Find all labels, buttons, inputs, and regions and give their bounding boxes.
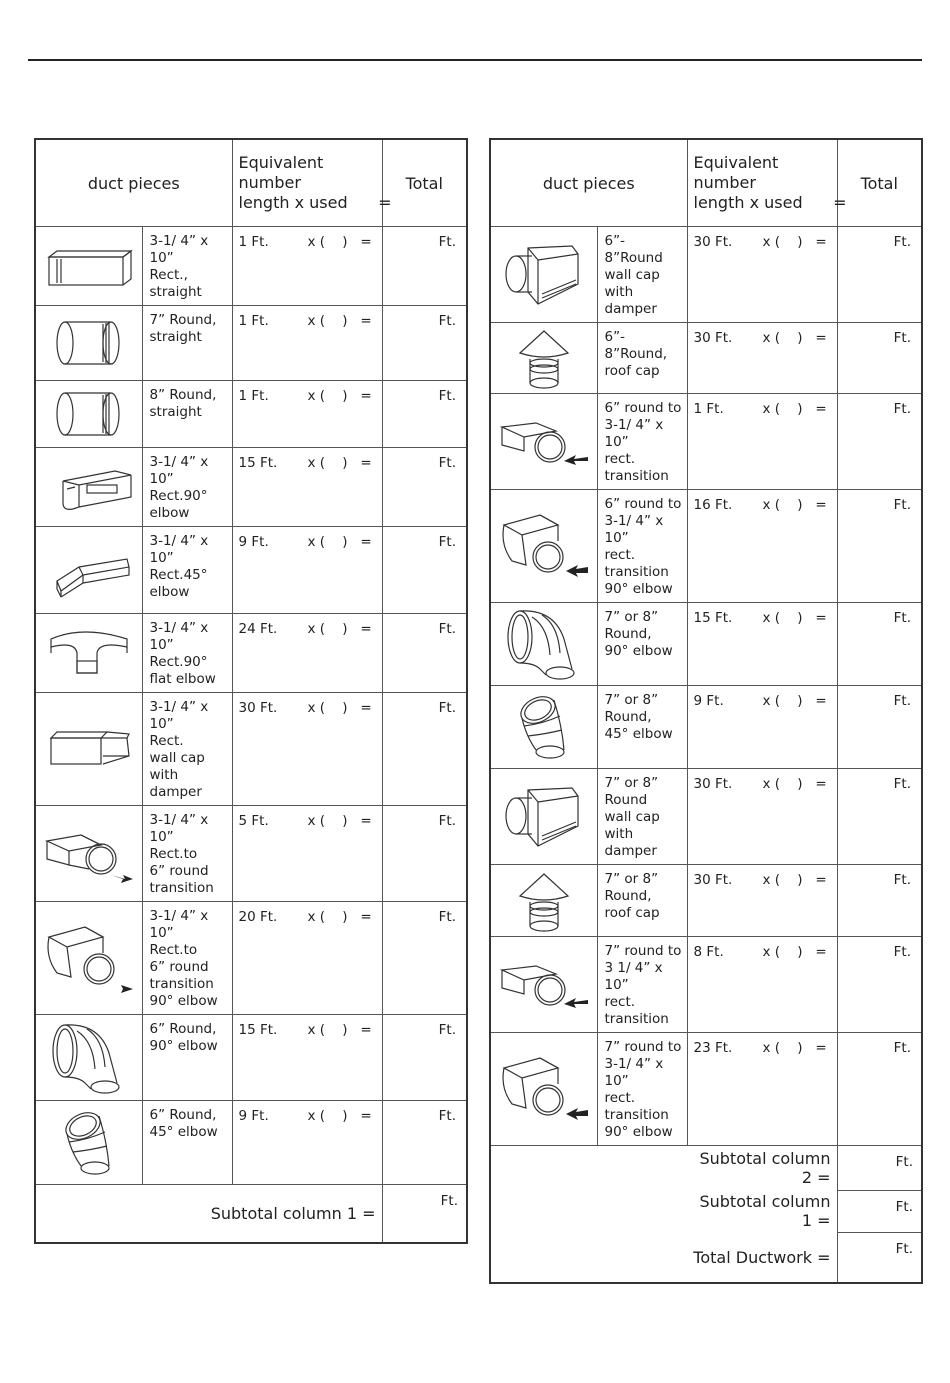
equivalent-length: 1 Ft. (238, 313, 269, 329)
equivalent-length-cell (232, 614, 382, 693)
duct-piece-description: 7” Round, straight (142, 306, 232, 381)
table-row (35, 693, 467, 806)
rect-45-elbow-icon (35, 527, 142, 614)
rect-to-round-elbow-transition-icon (35, 902, 142, 1015)
table-row (490, 394, 922, 490)
duct-piece-description: 3-1/ 4” x 10” Rect.90° flat elbow (142, 614, 232, 693)
duct-piece-description: 6”- 8”Round, roof cap (597, 323, 687, 394)
number-used-field[interactable]: x ( ) = (762, 693, 827, 709)
row-total-field[interactable]: Ft. (382, 614, 467, 693)
number-used-field[interactable]: x ( ) = (307, 1108, 372, 1124)
number-used-field[interactable]: x ( ) = (307, 813, 372, 829)
roof-cap-icon (490, 865, 597, 937)
round-45-elbow-icon (35, 1101, 142, 1185)
number-used-field[interactable]: x ( ) = (762, 1040, 827, 1056)
subtotal-column-1-label: Subtotal column 1 = (35, 1185, 382, 1244)
equivalent-length: 30 Ft. (693, 234, 733, 250)
duct-piece-description: 6”- 8”Round wall cap with damper (597, 227, 687, 323)
row-total-field[interactable]: Ft. (837, 937, 922, 1033)
equivalent-length: 5 Ft. (238, 813, 269, 829)
row-total-field[interactable]: Ft. (382, 306, 467, 381)
duct-piece-description: 3-1/ 4” x 10” Rect., straight (142, 227, 232, 306)
number-used-field[interactable]: x ( ) = (762, 610, 827, 626)
header-total: Total (382, 139, 467, 227)
duct-piece-description: 6” Round, 45° elbow (142, 1101, 232, 1185)
row-total-field[interactable]: Ft. (382, 1101, 467, 1185)
equivalent-length-cell (687, 937, 837, 1033)
table-row (490, 1033, 922, 1146)
table-row (35, 381, 467, 448)
duct-piece-description: 3-1/ 4” x 10” Rect.45° elbow (142, 527, 232, 614)
number-used-field[interactable]: x ( ) = (307, 621, 372, 637)
row-total-field[interactable]: Ft. (382, 527, 467, 614)
equivalent-length: 9 Ft. (238, 1108, 269, 1124)
number-used-field[interactable]: x ( ) = (762, 872, 827, 888)
table-row (35, 806, 467, 902)
duct-piece-description: 7” round to 3-1/ 4” x 10” rect. transition 90° elbow (597, 1033, 687, 1146)
row-total-field[interactable]: Ft. (382, 381, 467, 448)
number-used-field[interactable]: x ( ) = (762, 497, 827, 513)
table-row (35, 227, 467, 306)
equivalent-length: 20 Ft. (238, 909, 278, 925)
row-total-field[interactable]: Ft. (382, 227, 467, 306)
number-used-field[interactable]: x ( ) = (307, 313, 372, 329)
equivalent-length-cell (687, 603, 837, 686)
equivalent-length-cell (687, 769, 837, 865)
duct-piece-description: 8” Round, straight (142, 381, 232, 448)
row-total-field[interactable]: Ft. (837, 227, 922, 323)
equivalent-length: 30 Ft. (238, 700, 278, 716)
duct-piece-description: 3-1/ 4” x 10” Rect.to 6” round transition 90° elbow (142, 902, 232, 1015)
subtotal-column-2-value[interactable]: Ft. (837, 1146, 922, 1191)
equivalent-length: 15 Ft. (238, 455, 278, 471)
equivalent-length-cell (687, 1033, 837, 1146)
round-90-elbow-icon (35, 1015, 142, 1101)
number-used-field[interactable]: x ( ) = (307, 234, 372, 250)
equivalent-length: 23 Ft. (693, 1040, 733, 1056)
table-row (490, 490, 922, 603)
table-row (490, 323, 922, 394)
number-used-field[interactable]: x ( ) = (762, 234, 827, 250)
row-total-field[interactable]: Ft. (382, 902, 467, 1015)
table-row (490, 227, 922, 323)
row-total-field[interactable]: Ft. (382, 806, 467, 902)
table-row (490, 686, 922, 769)
total-ductwork-label: Total Ductwork = (687, 1232, 837, 1283)
duct-piece-description: 3-1/ 4” x 10” Rect.to 6” round transition (142, 806, 232, 902)
equivalent-length-cell (232, 806, 382, 902)
equivalent-length-cell (232, 1101, 382, 1185)
table-row (35, 306, 467, 381)
equivalent-length-cell (687, 490, 837, 603)
duct-table-column-2 (489, 138, 923, 1284)
equivalent-length: 24 Ft. (238, 621, 278, 637)
equivalent-length-cell (232, 902, 382, 1015)
equivalent-length-cell (232, 527, 382, 614)
equivalent-length-cell (687, 394, 837, 490)
equivalent-length: 8 Ft. (693, 944, 724, 960)
row-total-field[interactable]: Ft. (837, 490, 922, 603)
row-total-field[interactable]: Ft. (382, 693, 467, 806)
table-row (490, 865, 922, 937)
round-to-rect-elbow-transition-icon (490, 490, 597, 603)
equivalent-length-cell (687, 227, 837, 323)
equivalent-length: 9 Ft. (238, 534, 269, 550)
equivalent-length-cell (232, 306, 382, 381)
equivalent-length: 1 Ft. (238, 388, 269, 404)
duct-table-column-1 (34, 138, 468, 1244)
number-used-field[interactable]: x ( ) = (762, 944, 827, 960)
equivalent-length: 30 Ft. (693, 330, 733, 346)
number-used-field[interactable]: x ( ) = (307, 1022, 372, 1038)
round-90-elbow-icon (490, 603, 597, 686)
total-ductwork-value[interactable]: Ft. (837, 1232, 922, 1283)
duct-piece-description: 3-1/ 4” x 10” Rect. wall cap with damper (142, 693, 232, 806)
equivalent-length-cell (232, 381, 382, 448)
row-total-field[interactable]: Ft. (837, 865, 922, 937)
table-row (35, 448, 467, 527)
duct-piece-description: 7” round to 3 1/ 4” x 10” rect. transition (597, 937, 687, 1033)
subtotal-column-1-value[interactable]: Ft. (382, 1185, 467, 1244)
duct-piece-description: 7” or 8” Round, roof cap (597, 865, 687, 937)
equivalent-length: 16 Ft. (693, 497, 733, 513)
number-used-field[interactable]: x ( ) = (307, 534, 372, 550)
equivalent-length: 9 Ft. (693, 693, 724, 709)
equivalent-length: 1 Ft. (693, 401, 724, 417)
header-total: Total (837, 139, 922, 227)
equivalent-length: 30 Ft. (693, 872, 733, 888)
row-total-field[interactable]: Ft. (382, 1015, 467, 1101)
subtotal-column-2-label: Subtotal column 2 = (687, 1146, 837, 1191)
equivalent-length-cell (687, 865, 837, 937)
duct-piece-description: 6” round to 3-1/ 4” x 10” rect. transition (597, 394, 687, 490)
footer-blank (490, 1146, 687, 1284)
table-row (35, 1015, 467, 1101)
equivalent-length-cell (687, 686, 837, 769)
roof-cap-icon (490, 323, 597, 394)
number-used-field[interactable]: x ( ) = (762, 330, 827, 346)
equivalent-length: 30 Ft. (693, 776, 733, 792)
rect-wall-cap-icon (35, 693, 142, 806)
row-total-field[interactable]: Ft. (837, 686, 922, 769)
round-straight-duct-icon (35, 306, 142, 381)
number-used-field[interactable]: x ( ) = (307, 455, 372, 471)
equivalent-length-cell (232, 693, 382, 806)
number-used-field[interactable]: x ( ) = (307, 700, 372, 716)
duct-piece-description: 7” or 8” Round, 90° elbow (597, 603, 687, 686)
equivalent-length: 15 Ft. (238, 1022, 278, 1038)
table-row (35, 614, 467, 693)
round-45-elbow-icon (490, 686, 597, 769)
table-row (35, 1101, 467, 1185)
subtotal-column-1-label: Subtotal column 1 = (687, 1190, 837, 1232)
number-used-field[interactable]: x ( ) = (307, 388, 372, 404)
table-row (35, 527, 467, 614)
number-used-field[interactable]: x ( ) = (762, 401, 827, 417)
header-duct-pieces: duct pieces (490, 139, 687, 227)
header-equivalent-length: Equivalent number length x used = (687, 139, 837, 227)
header-duct-pieces: duct pieces (35, 139, 232, 227)
row-total-field[interactable]: Ft. (382, 448, 467, 527)
row-total-field[interactable]: Ft. (837, 603, 922, 686)
row-total-field[interactable]: Ft. (837, 1033, 922, 1146)
duct-piece-description: 6” round to 3-1/ 4” x 10” rect. transition 90° elbow (597, 490, 687, 603)
rect-to-round-transition-icon (35, 806, 142, 902)
row-total-field[interactable]: Ft. (837, 769, 922, 865)
rect-flat-elbow-icon (35, 614, 142, 693)
number-used-field[interactable]: x ( ) = (762, 776, 827, 792)
equivalent-length: 1 Ft. (238, 234, 269, 250)
rect-straight-duct-icon (35, 227, 142, 306)
table-row (490, 603, 922, 686)
round-wall-cap-icon (490, 769, 597, 865)
row-total-field[interactable]: Ft. (837, 323, 922, 394)
equivalent-length-cell (687, 323, 837, 394)
duct-piece-description: 6” Round, 90° elbow (142, 1015, 232, 1101)
equivalent-length-cell (232, 1015, 382, 1101)
round-wall-cap-icon (490, 227, 597, 323)
round-to-rect-transition-icon (490, 937, 597, 1033)
round-to-rect-transition-icon (490, 394, 597, 490)
top-rule (28, 59, 922, 61)
header-equivalent-length: Equivalent number length x used = (232, 139, 382, 227)
duct-piece-description: 7” or 8” Round, 45° elbow (597, 686, 687, 769)
rect-90-elbow-icon (35, 448, 142, 527)
table-row (490, 937, 922, 1033)
equivalent-length-cell (232, 448, 382, 527)
table-row (35, 902, 467, 1015)
table-row (490, 769, 922, 865)
equivalent-length: 15 Ft. (693, 610, 733, 626)
number-used-field[interactable]: x ( ) = (307, 909, 372, 925)
row-total-field[interactable]: Ft. (837, 394, 922, 490)
subtotal-column-1-value[interactable]: Ft. (837, 1190, 922, 1232)
equivalent-length-cell (232, 227, 382, 306)
duct-piece-description: 3-1/ 4” x 10” Rect.90° elbow (142, 448, 232, 527)
round-to-rect-elbow-transition-icon (490, 1033, 597, 1146)
duct-piece-description: 7” or 8” Round wall cap with damper (597, 769, 687, 865)
round-straight-duct-icon (35, 381, 142, 448)
